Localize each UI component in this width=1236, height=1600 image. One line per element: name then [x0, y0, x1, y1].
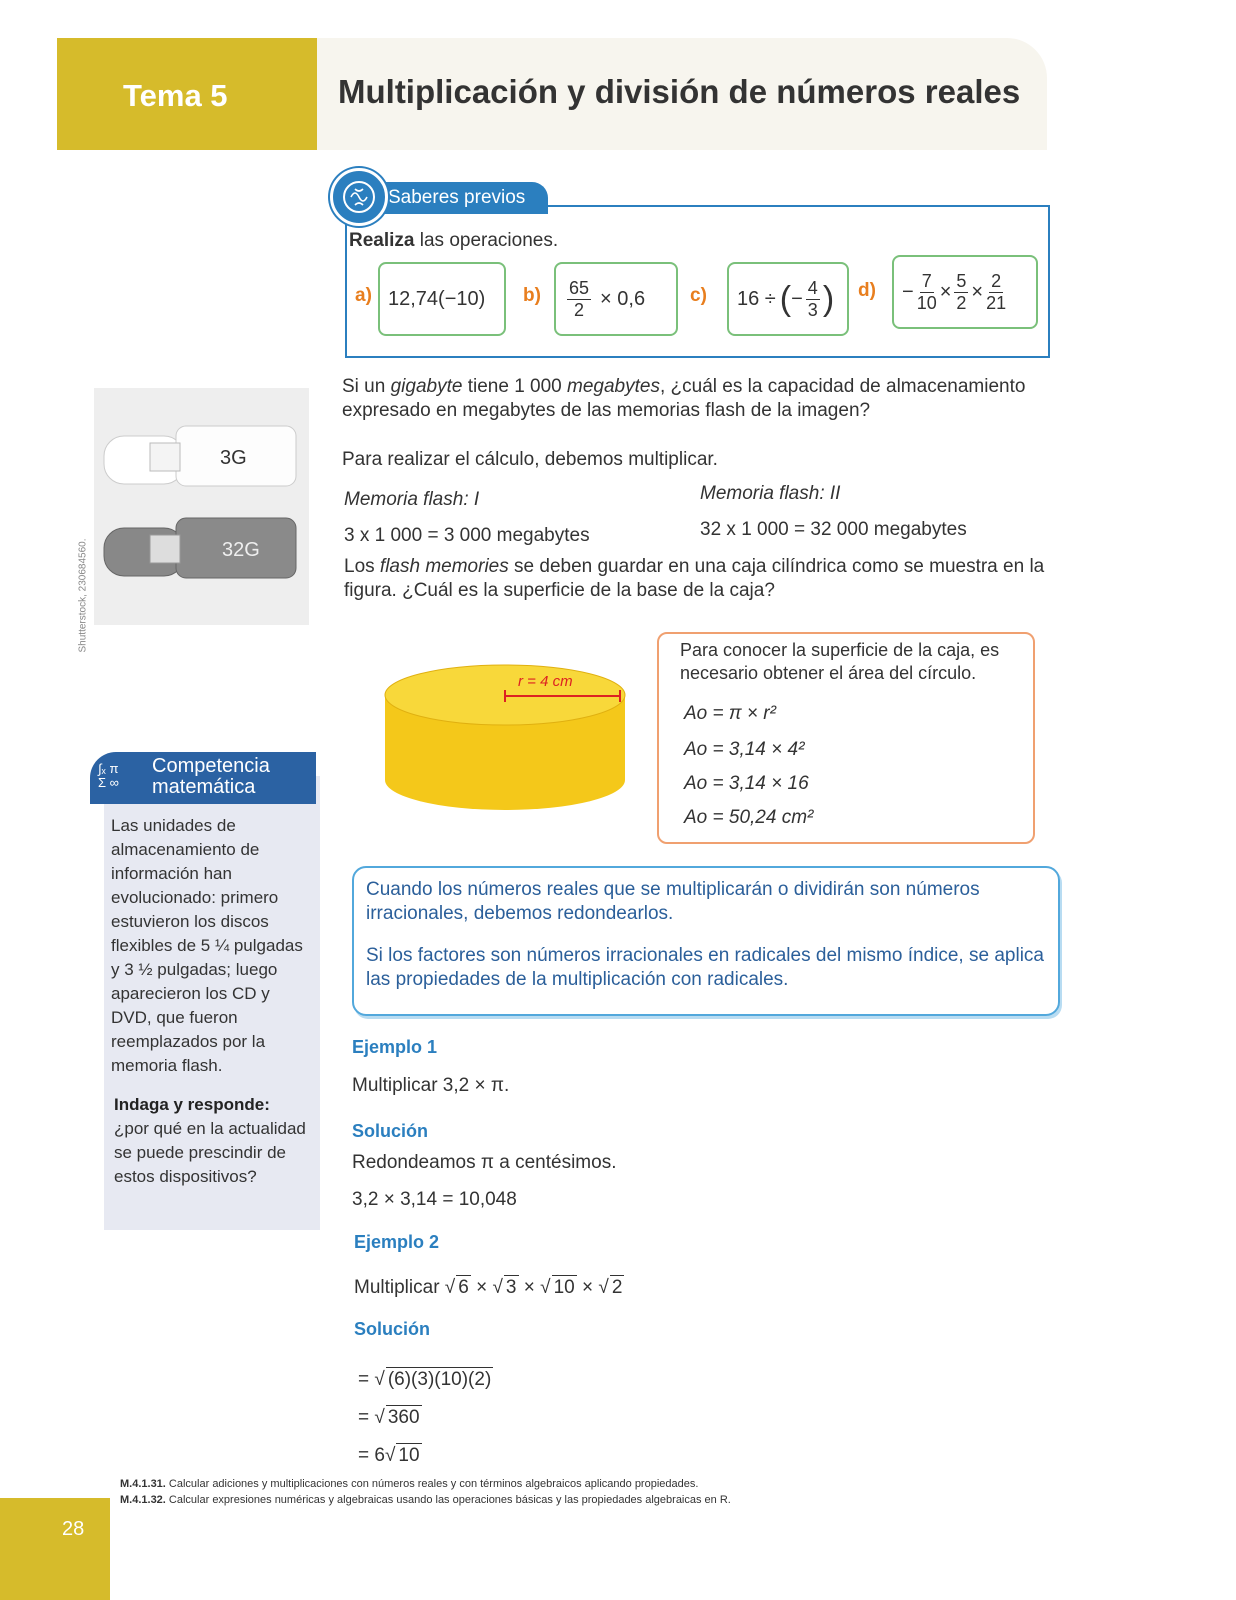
competencia-title-2: matemática [152, 776, 256, 798]
page-number-tab [0, 1498, 110, 1600]
op-c-num: 4 [807, 277, 818, 298]
op-d-frac3 [986, 271, 1006, 314]
ejemplo-1-solution-1: Redondeamos π a centésimos. [352, 1152, 617, 1173]
paragraph-2: Para realizar el cálculo, debemos multiplicar. [342, 449, 718, 470]
page-title: Multiplicación y división de números reales [338, 73, 1021, 110]
op-c-box: 16 ÷ ( − $\frac{4}{3}$ ) [727, 262, 849, 336]
ejemplo-2-solution-title: Solución [354, 1319, 430, 1339]
statement-prefix: Multiplicar [354, 1277, 440, 1298]
memory-1-calc: 3 x 1 000 = 3 000 megabytes [344, 525, 590, 546]
memory-2-calc: 32 x 1 000 = 32 000 megabytes [700, 519, 967, 540]
radicand-r2: 360 [387, 1407, 420, 1428]
p1a: Si un [342, 376, 391, 397]
skill-m2 [120, 1494, 731, 1506]
op-a-box [378, 262, 506, 336]
eq-3: = [358, 1445, 370, 1466]
op-d-f2n: 5 [956, 270, 967, 291]
radicand-3: 10 [553, 1277, 575, 1298]
usb2-label: 32G [222, 539, 260, 561]
saberes-previos-label: Saberes previos [388, 187, 526, 208]
op-c-fraction [806, 278, 820, 321]
radicand-r1: (6)(3)(10)(2) [387, 1369, 492, 1390]
ejemplo-2-step-1: = √ (6)(3)(10)(2) [358, 1369, 492, 1390]
tema-label: Tema 5 [123, 78, 228, 113]
op-b-label: b) [523, 285, 541, 306]
area-line-1: Ao = π × r² [684, 703, 776, 724]
m2-code: M.4.1.32. [120, 1494, 166, 1506]
p1d: megabytes [567, 376, 660, 397]
p1c: tiene 1 000 [462, 376, 568, 397]
ejemplo-1-statement: Multiplicar 3,2 × π. [352, 1075, 510, 1096]
op-b-num: 65 [569, 277, 590, 298]
p3c: se deben guardar en una caja cilíndrica como se muestra en la figura. ¿Cuál es la superficie de la base de la caja? [344, 556, 1045, 601]
memory-2-label: Memoria flash: II [700, 483, 841, 504]
saberes-instruction [349, 229, 558, 253]
eq-1: = [358, 1369, 370, 1390]
math-symbols-icon: ∫ₓ π Σ ∞ [98, 761, 119, 790]
instruction-rest: las operaciones. [414, 230, 559, 251]
op-b-box [554, 262, 678, 336]
op-d-label: d) [858, 280, 876, 301]
usb1-label: 3G [220, 447, 247, 469]
op-d-f1d: 10 [916, 292, 937, 313]
op-d-frac2 [954, 271, 968, 314]
coef-r3: 6 [374, 1445, 385, 1466]
area-line-3: Ao = 3,14 × 16 [684, 773, 809, 794]
competencia-title-1: Competencia [152, 755, 270, 777]
ejemplo-2-step-3: = 6√ 10 [358, 1445, 420, 1466]
brain-icon [330, 168, 388, 226]
photo-credit: Shutterstock, 230684560. [77, 538, 89, 653]
competencia-header [90, 752, 316, 804]
op-b-rest: × 0,6 [600, 287, 646, 310]
ejemplo-2-step-2: = √ 360 [358, 1407, 420, 1428]
tema-banner [57, 38, 317, 150]
op-d-f3d: 21 [986, 292, 1007, 313]
m2-text: Calcular expresiones numéricas y algebraicas usando las operaciones básicas y las propiedades algebraicas en R. [165, 1494, 731, 1506]
competencia-text: Las unidades de almacenamiento de información han evolucionado: primero estuvieron los discos flexibles de 5 ¼ pulgadas y 3 ½ pulgadas; luego aparecieron los CD y DVD, que fueron reemplazados por la memoria flash. [111, 816, 303, 1075]
paragraph-3 [344, 555, 1054, 603]
usb-image [94, 388, 309, 625]
skill-m1 [120, 1478, 698, 1490]
radicand-1: 6 [458, 1277, 469, 1298]
instruction-bold: Realiza [349, 230, 415, 251]
m1-text: Calcular adiciones y multiplicaciones con números reales y con términos algebraicos aplicando propiedades. [165, 1478, 699, 1490]
eq-2: = [358, 1407, 370, 1428]
info-paragraph-1: Cuando los números reales que se multiplicarán o dividirán son números irracionales, debemos redondearlos. [366, 879, 980, 924]
page-number: 28 [62, 1518, 85, 1540]
open-paren: ( [779, 279, 792, 318]
close-paren: ) [822, 279, 835, 318]
op-a-label: a) [355, 285, 372, 306]
indaga-question: ¿por qué en la actualidad se puede prescindir de estos dispositivos? [114, 1119, 306, 1186]
memory-1-label: Memoria flash: I [344, 489, 480, 510]
area-intro: Para conocer la superficie de la caja, es necesario obtener el área del círculo. [680, 640, 1000, 683]
op-d-frac1 [917, 271, 937, 314]
ejemplo-1-solution-2: 3,2 × 3,14 = 10,048 [352, 1189, 517, 1210]
ejemplo-1-solution-title: Solución [352, 1121, 428, 1141]
op-b-fraction [567, 278, 591, 321]
paragraph-1 [342, 375, 1052, 423]
op-d-box: − $\frac{7}{10}$ × $\frac{5}{2}$ × $\frac{2}{21}$ [892, 255, 1038, 329]
p3a: Los [344, 556, 380, 577]
p3b: flash memories [379, 556, 509, 577]
ejemplo-2-statement: Multiplicar √ 6 × √ 3 × √ 10 × √ 2 [354, 1277, 623, 1298]
indaga-label: Indaga y responde: [114, 1095, 270, 1114]
info-paragraph-2: Si los factores son números irracionales en radicales del mismo índice, se aplica las propiedades de la multiplicación con radicales. [366, 945, 1044, 990]
op-d-f1n: 7 [921, 270, 932, 291]
radicand-4: 2 [611, 1277, 623, 1298]
op-d-f3n: 2 [991, 270, 1002, 291]
p1b: gigabyte [390, 376, 463, 397]
op-c-den: 3 [807, 299, 818, 320]
op-b-den: 2 [574, 299, 585, 320]
area-line-4: Ao = 50,24 cm² [684, 807, 814, 828]
radicand-2: 3 [505, 1277, 517, 1298]
op-c-pre: 16 ÷ [737, 287, 776, 310]
op-d-f2d: 2 [956, 292, 967, 313]
cylinder-figure [380, 660, 630, 820]
radius-label: r = 4 cm [518, 673, 573, 690]
competencia-title [152, 756, 270, 798]
op-a-expr: 12,74(−10) [388, 287, 486, 310]
area-line-2: Ao = 3,14 × 4² [684, 739, 805, 760]
radicand-r3: 10 [398, 1445, 420, 1466]
op-c-label: c) [690, 285, 707, 306]
competencia-question-block [114, 1093, 314, 1189]
m1-code: M.4.1.31. [120, 1478, 166, 1490]
p1e: , ¿cuál es la capacidad de almacenamiento expresado en megabytes de las memorias flash de la imagen? [342, 376, 1026, 421]
ejemplo-2-title: Ejemplo 2 [354, 1232, 440, 1252]
ejemplo-1-title: Ejemplo 1 [352, 1037, 438, 1057]
